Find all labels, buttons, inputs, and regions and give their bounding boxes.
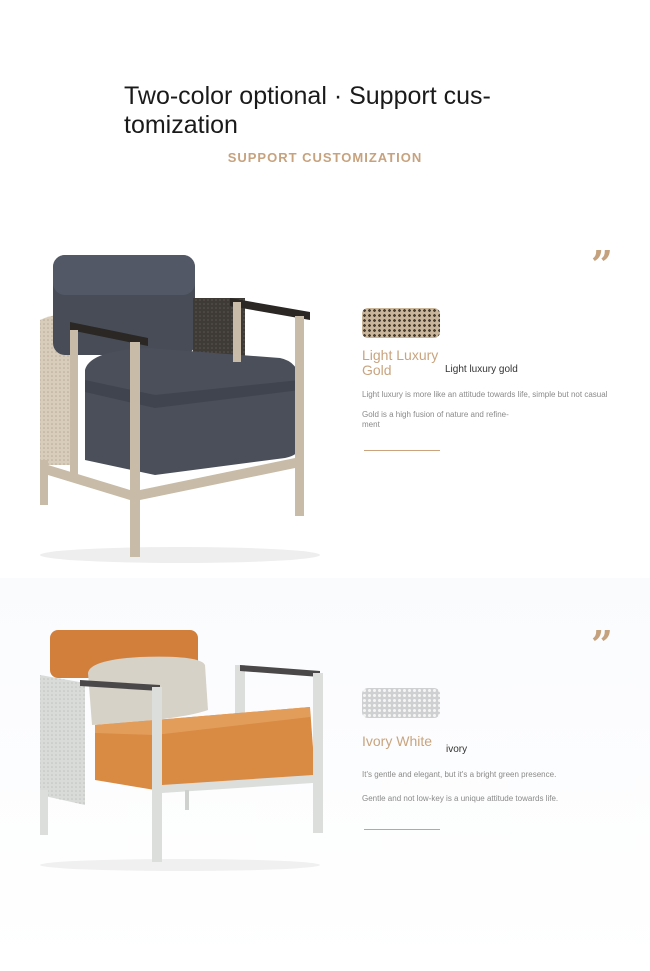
option-description-2: Gold is a high fusion of nature and refine- bbox=[362, 410, 509, 419]
quote-mark-icon: ” bbox=[591, 622, 613, 667]
option-name-line2: Gold bbox=[362, 362, 392, 378]
option-description-1: Light luxury is more like an attitude towards life, simple but not casual bbox=[362, 390, 608, 399]
option-tag: Light luxury gold bbox=[445, 364, 518, 375]
option-name-line1: Light Luxury bbox=[362, 347, 439, 363]
chair-gold-image bbox=[30, 250, 330, 570]
option-name: Ivory White bbox=[362, 733, 433, 749]
chair-ivory-image bbox=[30, 625, 330, 875]
divider bbox=[364, 829, 440, 830]
divider bbox=[364, 450, 440, 451]
quote-mark-icon: ” bbox=[591, 242, 613, 287]
ivory-swatch[interactable] bbox=[362, 688, 440, 718]
option-description-2: Gentle and not low-key is a unique attitude towards life. bbox=[362, 794, 559, 803]
gold-swatch[interactable] bbox=[362, 308, 440, 338]
page-title: Two-color optional · Support cus-tomization bbox=[124, 82, 491, 139]
option-description-2b: ment bbox=[362, 420, 380, 429]
option-tag: ivory bbox=[446, 744, 468, 755]
option-description-1: It's gentle and elegant, but it's a bright green presence. bbox=[362, 770, 557, 779]
page-subtitle: SUPPORT CUSTOMIZATION bbox=[227, 150, 423, 165]
